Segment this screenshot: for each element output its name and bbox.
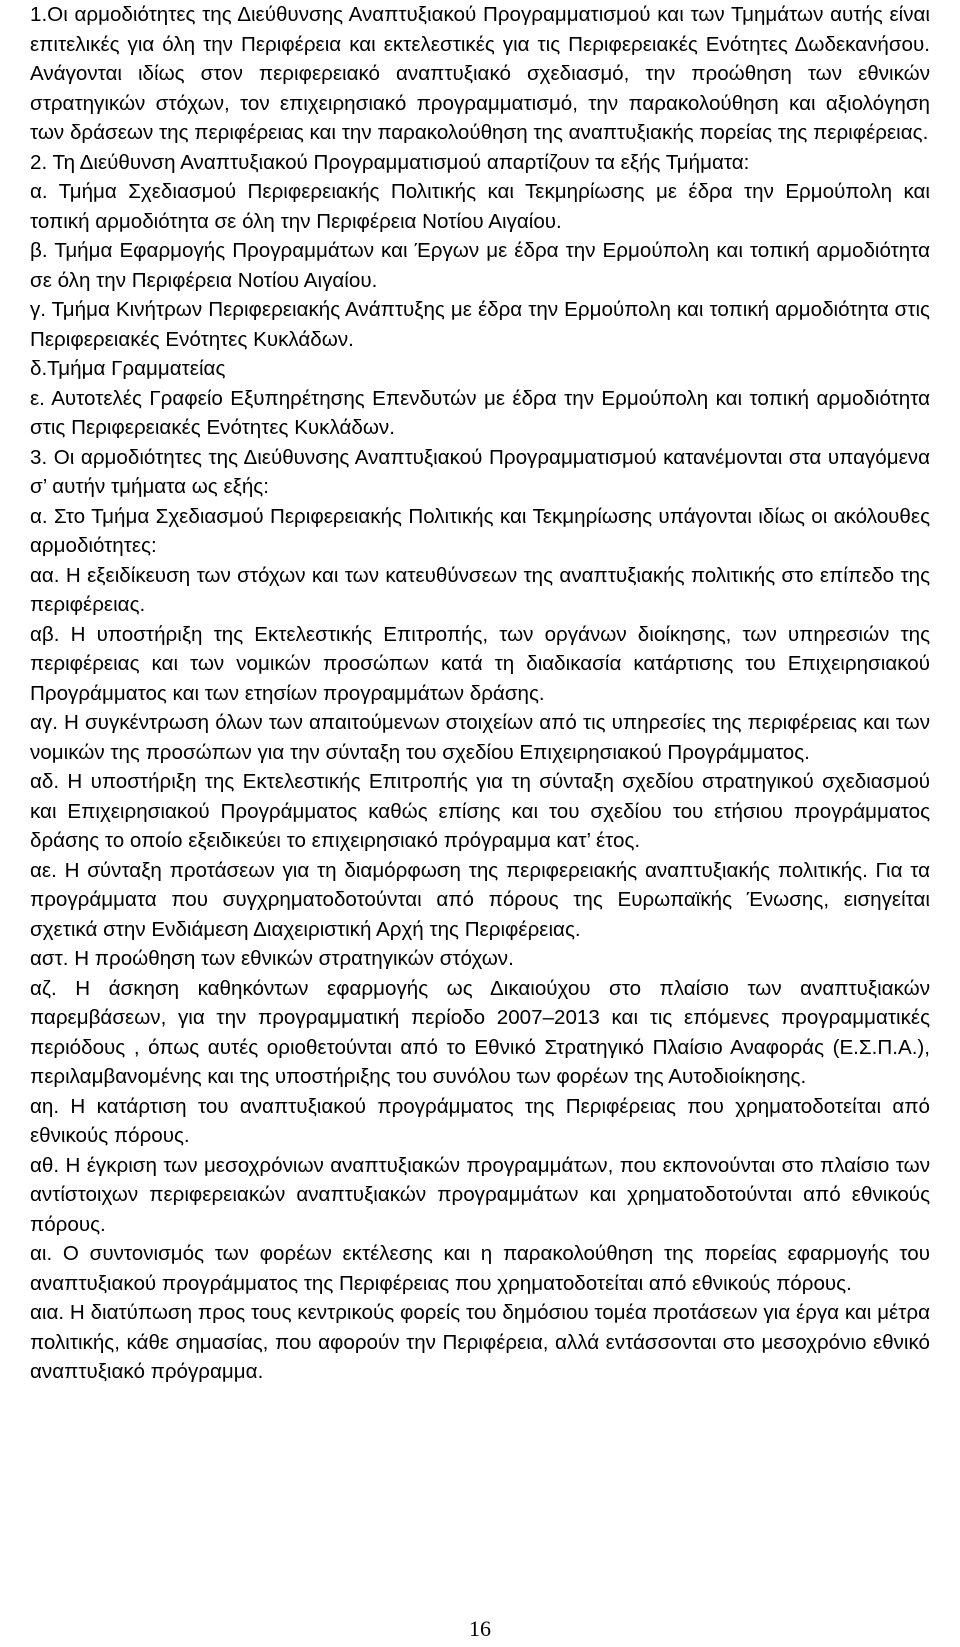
document-body <box>30 0 930 1387</box>
paragraph-2: 2. Τη Διεύθυνση Αναπτυξιακού Προγραμματισμού απαρτίζουν τα εξής Τμήματα: <box>30 150 750 174</box>
paragraph-3a-ab: αβ. Η υποστήριξη της Εκτελεστικής Επιτροπής, των οργάνων διοίκησης, των υπηρεσιών της περιφέρειας και των νομικών προσώπων κατά τη διαδικασία κατάρτισης του Επιχειρησιακού Προγράμματος και των ετησίων προγραμμάτων δράσης. <box>30 622 930 705</box>
paragraph-3a-ae: αε. Η σύνταξη προτάσεων για τη διαμόρφωση της περιφερειακής αναπτυξιακής πολιτικής. Για τα προγράμματα που συγχρηματοδοτούνται από πόρους της Ευρωπαϊκής Ένωσης, εισηγείται σχετικά στην Ενδιάμεση Διαχειριστική Αρχή της Περιφέρειας. <box>30 858 930 941</box>
paragraph-2c: γ. Τμήμα Κινήτρων Περιφερειακής Ανάπτυξης με έδρα την Ερμούπολη και τοπική αρμοδιότητα στις Περιφερειακές Ενότητες Κυκλάδων. <box>30 298 930 351</box>
paragraph-3a-ath: αθ. Η έγκριση των μεσοχρόνιων αναπτυξιακών προγραμμάτων, που εκπονούνται στο πλαίσιο των αντίστοιχων περιφερειακών αναπτυξιακών προγραμμάτων και χρηματοδοτούνται από εθνικούς πόρους. <box>30 1153 930 1236</box>
paragraph-3a-ai: αι. Ο συντονισμός των φορέων εκτέλεσης και η παρακολούθηση της πορείας εφαρμογής του αναπτυξιακού προγράμματος της Περιφέρειας που χρηματοδοτείται από εθνικούς πόρους. <box>30 1242 930 1295</box>
paragraph-2e: ε. Αυτοτελές Γραφείο Εξυπηρέτησης Επενδυτών με έδρα την Ερμούπολη και τοπική αρμοδιότητα στις Περιφερειακές Ενότητες Κυκλάδων. <box>30 386 930 439</box>
paragraph-3: 3. Οι αρμοδιότητες της Διεύθυνσης Αναπτυξιακού Προγραμματισμού κατανέμονται στα υπαγόμενα σ’ αυτήν τμήματα ως εξής: <box>30 445 930 498</box>
paragraph-3a-ast: αστ. Η προώθηση των εθνικών στρατηγικών στόχων. <box>30 947 514 970</box>
page-number: 16 <box>469 1616 491 1641</box>
paragraph-3a-ag: αγ. Η συγκέντρωση όλων των απαιτούμενων στοιχείων από τις υπηρεσίες της περιφέρειας και των νομικών της προσώπων για την σύνταξη του σχεδίου Επιχειρησιακού Προγράμματος. <box>30 711 930 764</box>
paragraph-1: 1.Οι αρμοδιότητες της Διεύθυνσης Αναπτυξιακού Προγραμματισμού και των Τμημάτων αυτής είναι επιτελικές για όλη την Περιφέρεια και εκτελεστικές για τις Περιφερειακές Ενότητες Δωδεκανήσου. Ανάγονται ιδίως στον περιφερειακό αναπτυξιακό σχεδιασμό, την προώθηση των εθνικών στρατηγικών στόχων, τον επιχειρησιακό προγραμματισμό, την παρακολούθηση και αξιολόγηση των δράσεων της περιφέρειας και την παρακολούθηση της αναπτυξιακής πορείας της περιφέρειας. <box>30 3 930 144</box>
paragraph-3a-aa: αα. Η εξειδίκευση των στόχων και των κατευθύνσεων της αναπτυξιακής πολιτικής στο επίπεδο της περιφέρειας. <box>30 563 930 616</box>
paragraph-3a-az: αζ. Η άσκηση καθηκόντων εφαρμογής ως Δικαιούχου στο πλαίσιο των αναπτυξιακών παρεμβάσεων, για την προγραμματική περίοδο 2007–2013 και τις επόμενες προγραμματικές περιόδους , όπως αυτές οριοθετούνται από το Εθνικό Στρατηγικό Πλαίσιο Αναφοράς (Ε.Σ.Π.Α.), περιλαμβανομένης και της υποστήριξης του συνόλου των φορέων της Αυτοδιοίκησης. <box>30 976 930 1088</box>
paragraph-2b: β. Τμήμα Εφαρμογής Προγραμμάτων και Έργων με έδρα την Ερμούπολη και τοπική αρμοδιότητα σε όλη την Περιφέρεια Νοτίου Αιγαίου. <box>30 239 930 292</box>
paragraph-2d: δ.Τμήμα Γραμματείας <box>30 357 226 380</box>
paragraph-3a-ad: αδ. Η υποστήριξη της Εκτελεστικής Επιτροπής για τη σύνταξη σχεδίου στρατηγικού σχεδιασμού και Επιχειρησιακού Προγράμματος καθώς επίσης και του σχεδίου του ετήσιου προγράμματος δράσης το οποίο εξειδικεύει το επιχειρησιακό πρόγραμμα κατ’ έτος. <box>30 770 930 852</box>
paragraph-3a-ah: αη. Η κατάρτιση του αναπτυξιακού προγράμματος της Περιφέρειας που χρηματοδοτείται από εθνικούς πόρους. <box>30 1094 930 1147</box>
paragraph-2a: α. Τμήμα Σχεδιασμού Περιφερειακής Πολιτικής και Τεκμηρίωσης με έδρα την Ερμούπολη και τοπική αρμοδιότητα σε όλη την Περιφέρεια Νοτίου Αιγαίου. <box>30 180 930 233</box>
paragraph-3a-aia: αια. Η διατύπωση προς τους κεντρικούς φορείς του δημόσιου τομέα προτάσεων για έργα και μέτρα πολιτικής, κάθε σημασίας, που αφορούν την Περιφέρεια, αλλά εντάσσονται στο μεσοχρόνιο εθνικό αναπτυξιακό πρόγραμμα. <box>30 1301 930 1383</box>
paragraph-3a: α. Στο Τμήμα Σχεδιασμού Περιφερειακής Πολιτικής και Τεκμηρίωσης υπάγονται ιδίως οι ακόλουθες αρμοδιότητες: <box>30 504 930 557</box>
